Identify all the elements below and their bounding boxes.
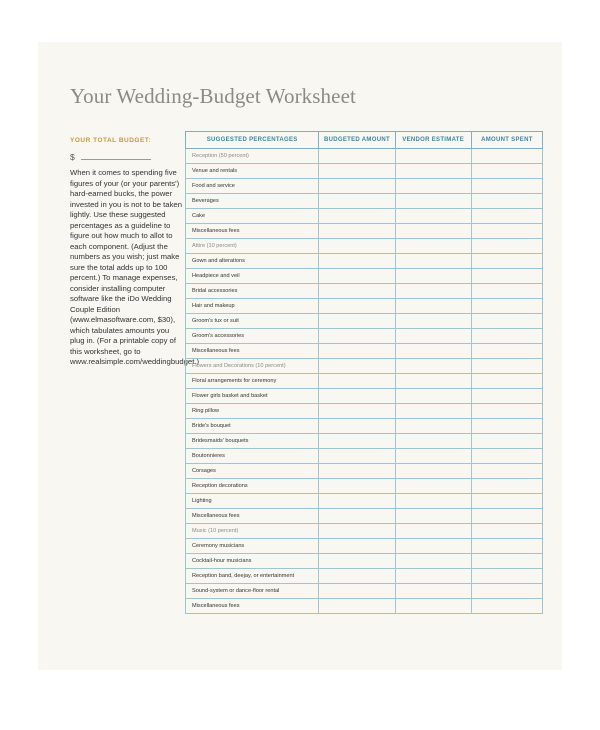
amount-spent-cell[interactable] (471, 359, 542, 374)
vendor-estimate-cell[interactable] (395, 329, 471, 344)
budgeted-amount-cell[interactable] (319, 224, 395, 239)
budgeted-amount-cell[interactable] (319, 284, 395, 299)
table-row (186, 524, 543, 539)
amount-spent-cell[interactable] (471, 314, 542, 329)
line-item-label: Food and service (186, 179, 319, 194)
header-suggested-percentages: SUGGESTED PERCENTAGES (186, 132, 319, 149)
vendor-estimate-cell[interactable] (395, 524, 471, 539)
vendor-estimate-cell[interactable] (395, 344, 471, 359)
table-row (186, 539, 543, 554)
budget-blank-line (81, 159, 151, 160)
vendor-estimate-cell[interactable] (395, 509, 471, 524)
table-row (186, 164, 543, 179)
amount-spent-cell[interactable] (471, 599, 542, 614)
line-item-label: Hair and makeup (186, 299, 319, 314)
budgeted-amount-cell[interactable] (319, 494, 395, 509)
header-amount-spent: AMOUNT SPENT (471, 132, 542, 149)
section-heading-cell: Flowers and Decorations (10 percent) (186, 359, 319, 374)
budgeted-amount-cell[interactable] (319, 569, 395, 584)
line-item-label: Cocktail-hour musicians (186, 554, 319, 569)
vendor-estimate-cell[interactable] (395, 434, 471, 449)
amount-spent-cell[interactable] (471, 509, 542, 524)
section-heading-cell: Reception (50 percent) (186, 149, 319, 164)
header-vendor-estimate: VENDOR ESTIMATE (395, 132, 471, 149)
budgeted-amount-cell[interactable] (319, 419, 395, 434)
vendor-estimate-cell[interactable] (395, 299, 471, 314)
table-row (186, 479, 543, 494)
line-item-label: Miscellaneous fees (186, 599, 319, 614)
vendor-estimate-cell[interactable] (395, 359, 471, 374)
budgeted-amount-cell[interactable] (319, 209, 395, 224)
vendor-estimate-cell[interactable] (395, 494, 471, 509)
amount-spent-cell[interactable] (471, 479, 542, 494)
table-row (186, 179, 543, 194)
line-item-label: Lighting (186, 494, 319, 509)
dollar-sign: $ (70, 152, 75, 162)
table-row (186, 584, 543, 599)
table-row (186, 194, 543, 209)
table-row (186, 599, 543, 614)
vendor-estimate-cell[interactable] (395, 584, 471, 599)
amount-spent-cell[interactable] (471, 284, 542, 299)
table-row (186, 239, 543, 254)
worksheet-page (38, 42, 562, 670)
budgeted-amount-cell[interactable] (319, 374, 395, 389)
line-item-label: Floral arrangements for ceremony (186, 374, 319, 389)
vendor-estimate-cell[interactable] (395, 569, 471, 584)
amount-spent-cell[interactable] (471, 224, 542, 239)
amount-spent-cell[interactable] (471, 344, 542, 359)
line-item-label: Headpiece and veil (186, 269, 319, 284)
table-row (186, 509, 543, 524)
section-heading-cell: Attire (10 percent) (186, 239, 319, 254)
amount-spent-cell[interactable] (471, 374, 542, 389)
line-item-label: Bride's bouquet (186, 419, 319, 434)
amount-spent-cell[interactable] (471, 254, 542, 269)
amount-spent-cell[interactable] (471, 194, 542, 209)
table-row (186, 224, 543, 239)
vendor-estimate-cell[interactable] (395, 539, 471, 554)
page-title: Your Wedding-Budget Worksheet (70, 84, 356, 108)
budgeted-amount-cell[interactable] (319, 254, 395, 269)
line-item-label: Groom's tux or suit (186, 314, 319, 329)
line-item-label: Flower girls basket and basket (186, 389, 319, 404)
budgeted-amount-cell[interactable] (319, 329, 395, 344)
table-row (186, 314, 543, 329)
line-item-label: Bridesmaids' bouquets (186, 434, 319, 449)
amount-spent-cell[interactable] (471, 419, 542, 434)
sidebar-instructions: When it comes to spending five figures of your (or your parents') hard-earned bucks, the power invested in you is not to be taken lightly. Use these suggested percentages as a guideline to figure out how much to allot to each component. (Adjust the numbers as you wish; just make sure the total adds up to 100 percent.) To manage expenses, consider installing computer software like the iDo Wedding Couple Edition (www.elmasoftware.com, $30), which tabulates amounts you plug in. (For a printable copy of this worksheet, go to www.realsimple.com/weddingbudget.) (70, 168, 200, 366)
budgeted-amount-cell[interactable] (319, 344, 395, 359)
vendor-estimate-cell[interactable] (395, 404, 471, 419)
amount-spent-cell[interactable] (471, 494, 542, 509)
vendor-estimate-cell[interactable] (395, 194, 471, 209)
vendor-estimate-cell[interactable] (395, 464, 471, 479)
line-item-label: Ring pillow (186, 404, 319, 419)
budgeted-amount-cell[interactable] (319, 404, 395, 419)
amount-spent-cell[interactable] (471, 404, 542, 419)
budgeted-amount-cell[interactable] (319, 149, 395, 164)
amount-spent-cell[interactable] (471, 179, 542, 194)
vendor-estimate-cell[interactable] (395, 374, 471, 389)
table-row (186, 464, 543, 479)
vendor-estimate-cell[interactable] (395, 149, 471, 164)
line-item-label: Miscellaneous fees (186, 344, 319, 359)
amount-spent-cell[interactable] (471, 299, 542, 314)
budgeted-amount-cell[interactable] (319, 389, 395, 404)
table-row (186, 554, 543, 569)
table-row (186, 149, 543, 164)
budgeted-amount-cell[interactable] (319, 479, 395, 494)
amount-spent-cell[interactable] (471, 239, 542, 254)
budget-table-body (186, 149, 543, 614)
budgeted-amount-cell[interactable] (319, 314, 395, 329)
amount-spent-cell[interactable] (471, 539, 542, 554)
budgeted-amount-cell[interactable] (319, 539, 395, 554)
table-row (186, 344, 543, 359)
line-item-label: Gown and alterations (186, 254, 319, 269)
vendor-estimate-cell[interactable] (395, 179, 471, 194)
budgeted-amount-cell[interactable] (319, 524, 395, 539)
total-budget-field[interactable] (70, 152, 185, 162)
budgeted-amount-cell[interactable] (319, 179, 395, 194)
amount-spent-cell[interactable] (471, 269, 542, 284)
table-row (186, 404, 543, 419)
vendor-estimate-cell[interactable] (395, 479, 471, 494)
line-item-label: Cake (186, 209, 319, 224)
line-item-label: Bridal accessories (186, 284, 319, 299)
table-header-row (186, 132, 543, 149)
vendor-estimate-cell[interactable] (395, 254, 471, 269)
vendor-estimate-cell[interactable] (395, 164, 471, 179)
table-row (186, 374, 543, 389)
table-row (186, 284, 543, 299)
amount-spent-cell[interactable] (471, 164, 542, 179)
budgeted-amount-cell[interactable] (319, 269, 395, 284)
amount-spent-cell[interactable] (471, 389, 542, 404)
amount-spent-cell[interactable] (471, 569, 542, 584)
table-row (186, 359, 543, 374)
vendor-estimate-cell[interactable] (395, 224, 471, 239)
vendor-estimate-cell[interactable] (395, 314, 471, 329)
line-item-label: Corsages (186, 464, 319, 479)
line-item-label: Boutonnieres (186, 449, 319, 464)
table-row (186, 434, 543, 449)
line-item-label: Reception band, deejay, or entertainment (186, 569, 319, 584)
vendor-estimate-cell[interactable] (395, 284, 471, 299)
line-item-label: Sound-system or dance-floor rental (186, 584, 319, 599)
amount-spent-cell[interactable] (471, 434, 542, 449)
budgeted-amount-cell[interactable] (319, 194, 395, 209)
table-row (186, 419, 543, 434)
budgeted-amount-cell[interactable] (319, 449, 395, 464)
table-row (186, 389, 543, 404)
budgeted-amount-cell[interactable] (319, 434, 395, 449)
budgeted-amount-cell[interactable] (319, 164, 395, 179)
table-row (186, 329, 543, 344)
vendor-estimate-cell[interactable] (395, 449, 471, 464)
line-item-label: Ceremony musicians (186, 539, 319, 554)
vendor-estimate-cell[interactable] (395, 209, 471, 224)
amount-spent-cell[interactable] (471, 554, 542, 569)
table-row (186, 269, 543, 284)
amount-spent-cell[interactable] (471, 209, 542, 224)
amount-spent-cell[interactable] (471, 584, 542, 599)
line-item-label: Miscellaneous fees (186, 224, 319, 239)
budget-table (185, 131, 543, 614)
budgeted-amount-cell[interactable] (319, 464, 395, 479)
line-item-label: Venue and rentals (186, 164, 319, 179)
vendor-estimate-cell[interactable] (395, 599, 471, 614)
table-row (186, 569, 543, 584)
budgeted-amount-cell[interactable] (319, 509, 395, 524)
header-budgeted-amount: BUDGETED AMOUNT (319, 132, 395, 149)
vendor-estimate-cell[interactable] (395, 419, 471, 434)
budgeted-amount-cell[interactable] (319, 599, 395, 614)
budgeted-amount-cell[interactable] (319, 299, 395, 314)
total-budget-label: YOUR TOTAL BUDGET: (70, 137, 152, 144)
amount-spent-cell[interactable] (471, 464, 542, 479)
amount-spent-cell[interactable] (471, 149, 542, 164)
amount-spent-cell[interactable] (471, 329, 542, 344)
section-heading-cell: Music (10 percent) (186, 524, 319, 539)
line-item-label: Beverages (186, 194, 319, 209)
vendor-estimate-cell[interactable] (395, 554, 471, 569)
table-row (186, 209, 543, 224)
line-item-label: Groom's accessories (186, 329, 319, 344)
table-row (186, 494, 543, 509)
line-item-label: Reception decorations (186, 479, 319, 494)
table-row (186, 254, 543, 269)
budgeted-amount-cell[interactable] (319, 359, 395, 374)
budgeted-amount-cell[interactable] (319, 554, 395, 569)
vendor-estimate-cell[interactable] (395, 239, 471, 254)
table-row (186, 299, 543, 314)
amount-spent-cell[interactable] (471, 449, 542, 464)
budgeted-amount-cell[interactable] (319, 239, 395, 254)
table-row (186, 449, 543, 464)
budgeted-amount-cell[interactable] (319, 584, 395, 599)
vendor-estimate-cell[interactable] (395, 389, 471, 404)
amount-spent-cell[interactable] (471, 524, 542, 539)
line-item-label: Miscellaneous fees (186, 509, 319, 524)
vendor-estimate-cell[interactable] (395, 269, 471, 284)
